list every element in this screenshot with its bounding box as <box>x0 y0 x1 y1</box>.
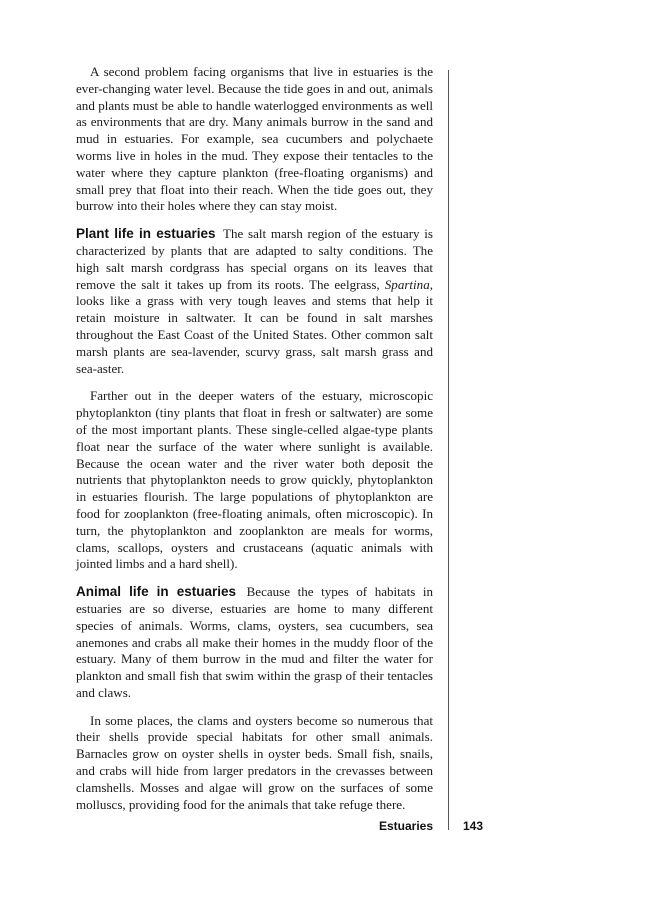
paragraph-animal-life <box>76 584 433 702</box>
animal-life-text: Because the types of habitats in estuaries are so diverse, estuaries are home to many different species of animals. Worms, clams, oysters, sea cucumbers, sea anemones and crabs all make their homes in the muddy floor of the estuary. Many of them burrow in the mud and filter the water for plankton and small fish that swim within the grasp of their tentacles and claws. <box>76 584 433 700</box>
running-footer-title: Estuaries <box>378 819 433 833</box>
body-text-column <box>76 64 433 824</box>
paragraph-clams-oysters: In some places, the clams and oysters become so numerous that their shells provide special habitats for other small animals. Barnacles grow on oyster shells in oyster beds. Small fish, snails, and crabs will hide from larger predators in the crevasses between clamshells. Mosses and algae will grow on the surfaces of some molluscs, providing food for the animals that take refuge there. <box>76 712 433 812</box>
page-number: 143 <box>462 819 483 833</box>
section-heading-plant-life: Plant life in estuaries <box>76 226 216 242</box>
paragraph-water-level: A second problem facing organisms that live in estuaries is the ever-changing water level. Because the tide goes in and out, animals and plants must be able to handle waterlogged environments as well as environments that are dry. Many animals burrow in the sand and mud in estuaries. For example, sea cucumbers and polychaete worms live in holes in the mud. They expose their tentacles to the water where they capture plankton (free-floating organisms) and small prey that float into their reach. When the tide goes out, they burrow into their holes where they can stay moist. <box>76 64 433 214</box>
plant-life-text-end: , looks like a grass with very tough leaves and stems that help it retain moisture in saltwater. It can be found in salt marshes throughout the East Coast of the United States. Other common salt marsh plants are sea-lavender, scurvy grass, salt marsh grass and sea-aster. <box>76 276 433 376</box>
paragraph-plant-life <box>76 226 433 377</box>
paragraph-phytoplankton: Farther out in the deeper waters of the estuary, microscopic phytoplankton (tiny plants that float in fresh or saltwater) are some of the most important plants. These single-celled algae-type plants float near the surface of the water where sunlight is available. Because the ocean water and the river water both deposit the nutrients that phytoplankton needs to grow quickly, phytoplankton in estuaries flourish. The large populations of phytoplankton are food for zooplankton (free-floating animals, often microscopic). In turn, the phytoplankton and zooplankton are meals for worms, clams, scallops, oysters and crustaceans (aquatic animals with jointed limbs and a hard shell). <box>76 388 433 572</box>
plant-life-text-start: The salt marsh region of the estuary is characterized by plants that are adapted to salty conditions. The high salt marsh cordgrass has special organs on its leaves that remove the salt it takes up from its roots. The eelgrass, <box>76 226 434 292</box>
vertical-divider-rule <box>448 70 449 830</box>
species-name-italic: Spartina <box>384 276 430 292</box>
section-heading-animal-life: Animal life in estuaries <box>76 584 236 600</box>
